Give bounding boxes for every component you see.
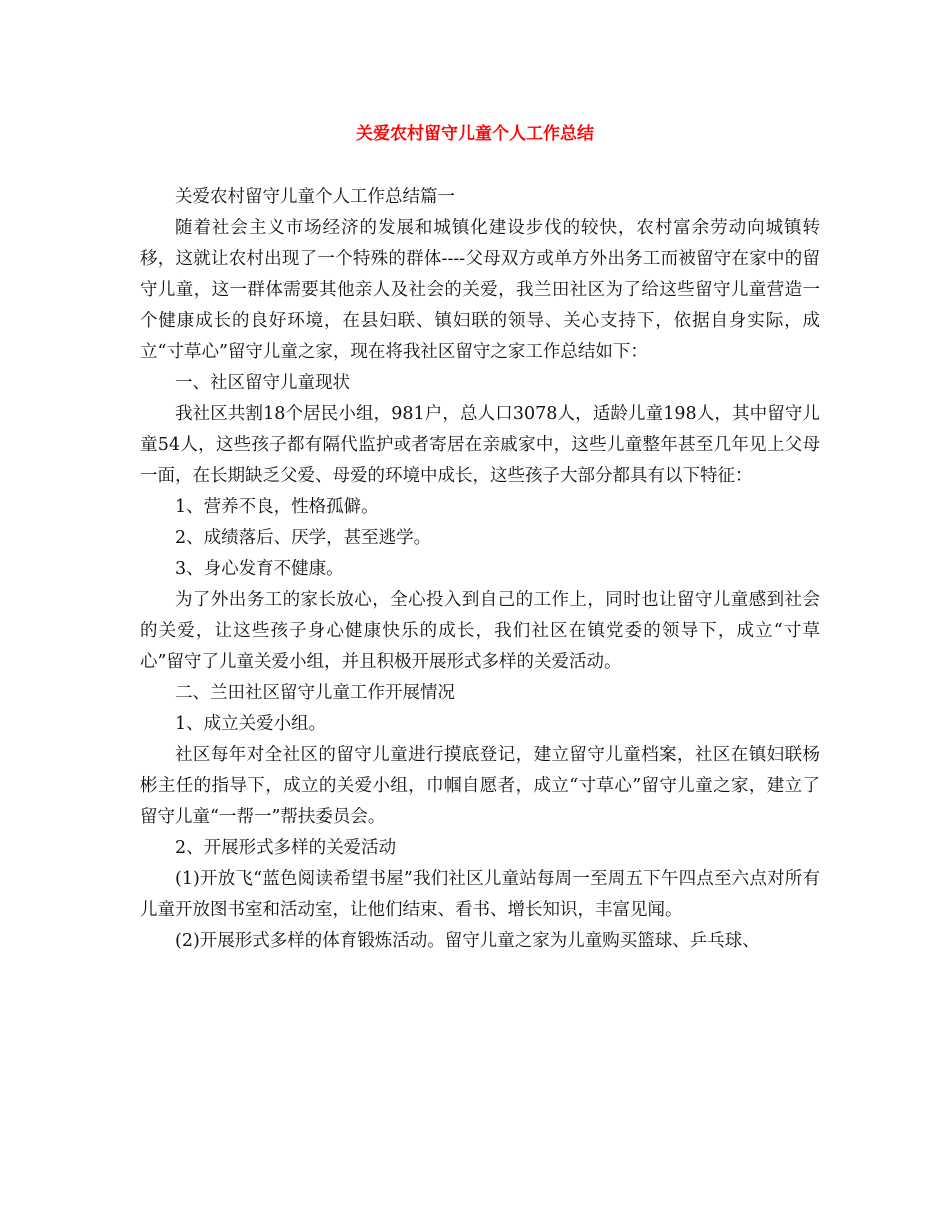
list-item: 2、开展形式多样的关爱活动	[175, 838, 397, 858]
paragraph: 社区每年对全社区的留守儿童进行摸底登记，建立留守儿童档案，社区在镇妇联杨彬主任的指导下，成立的关爱小组，巾帼自愿者，成立“寸草心”留守儿童之家，建立了留守儿童“一帮一”帮扶委员会。	[140, 745, 820, 827]
paragraph: (1)开放飞“蓝色阅读希望书屋”我们社区儿童站每周一至周五下午四点至六点对所有儿童开放图书室和活动室，让他们结束、看书、增长知识，丰富见闻。	[140, 869, 820, 920]
paragraph-heading: 一、社区留守儿童现状	[175, 373, 350, 393]
document-title: 关爱农村留守儿童个人工作总结	[356, 124, 594, 144]
list-item: 1、成立关爱小组。	[175, 714, 327, 734]
paragraph: 我社区共割18个居民小组，981户，总人口3078人，适龄儿童198人，其中留守儿童54人，这些孩子都有隔代监护或者寄居在亲戚家中，这些儿童整年甚至几年见上父母一面，在长期缺乏父爱、母爱的环境中成长，这些孩子大部分都具有以下特征：	[140, 404, 820, 486]
paragraph: 为了外出务工的家长放心，全心投入到自己的工作上，同时也让留守儿童感到社会的关爱，让这些孩子身心健康快乐的成长，我们社区在镇党委的领导下，成立“寸草心”留守了儿童关爱小组，并且积极开展形式多样的关爱活动。	[140, 590, 820, 672]
paragraph: 随着社会主义市场经济的发展和城镇化建设步伐的较快，农村富余劳动向城镇转移，这就让农村出现了一个特殊的群体----父母双方或单方外出务工而被留守在家中的留守儿童，这一群体需要其他亲人及社会的关爱，我兰田社区为了给这些留守儿童营造一个健康成长的良好环境，在县妇联、镇妇联的领导、关心支持下，依据自身实际，成立“寸草心”留守儿童之家，现在将我社区留守之家工作总结如下：	[140, 218, 820, 362]
list-item: 3、身心发育不健康。	[175, 559, 344, 579]
paragraph-section-heading: 关爱农村留守儿童个人工作总结篇一	[175, 187, 455, 207]
list-item: 2、成绩落后、厌学，甚至逃学。	[175, 528, 432, 548]
document-body	[140, 182, 820, 957]
list-item: 1、营养不良，性格孤僻。	[175, 497, 379, 517]
paragraph-heading: 二、兰田社区留守儿童工作开展情况	[175, 683, 455, 703]
paragraph: (2)开展形式多样的体育锻炼活动。留守儿童之家为儿童购买篮球、乒乓球、	[175, 931, 760, 951]
